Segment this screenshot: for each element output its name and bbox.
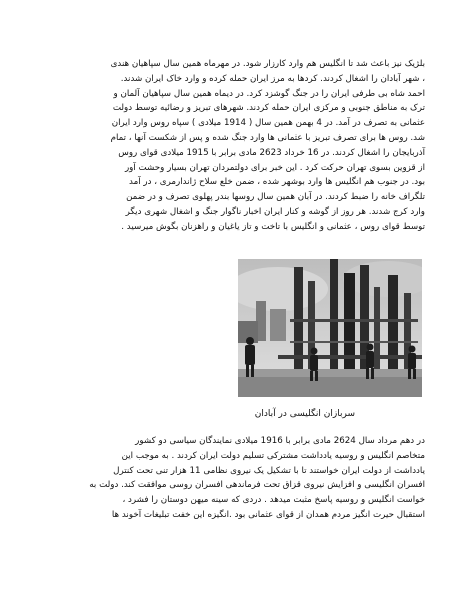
- text-line: توسط قوای روس ، عثمانی و انگلیس با تاخت و تاز یاغیان و راهزنان بگوش میرسید .: [121, 221, 425, 232]
- paragraph-2: [36, 434, 425, 523]
- text-line: خواست انگلیس و روسیه پاسخ مثبت میدهد . دردی که سینه میهن دوستان را فشرد ،: [122, 495, 425, 506]
- text-line: ، شهر آبادان را اشغال کردند. کردها به مرز ایران حمله کرده و وارد خاک ایران شدند.: [120, 73, 425, 84]
- text-line: شد. روس ها برای تصرف تبریز با عثمانی ها وارد جنگ شده و پس از شکست آنها ، تمام: [110, 132, 425, 143]
- text-line: استقبال حیرت انگیز مردم همدان از قوای عثمانی بود .انگیزه این خفت تبلیغات آخوند ها: [111, 509, 425, 520]
- text-line: وارد کرج شدند. هر روز از گوشه و کنار ایران اخبار ناگوار جنگ و اشغال شهری دیگر: [125, 206, 425, 217]
- text-line: یادداشت از دولت ایران خواستند تا با تشکیل یک نیروی نظامی 11 هزار تنی تحت کنترل: [113, 465, 425, 476]
- paragraph-1: [36, 57, 425, 235]
- text-line: از قزوین بسوی تهران حرکت کرد . این خبر برای دولتمردان تهران بسیار وحشت آور: [124, 162, 425, 173]
- text-line: متخاصم انگلیس و روسیه یادداشت مشترکی تسلیم دولت ایران کردند . به موجب این: [121, 450, 425, 461]
- photo-caption: سربازان انگلیسی در آبادان: [254, 409, 355, 419]
- text-line: افسران انگلیسی و افزایش نیروی قزاق تحت فرماندهی افسران روسی موافقت کند. دولت به: [89, 480, 425, 491]
- text-line: در دهم مرداد سال 2624 مادی برابر با 1916 میلادی نمایندگان سیاسی دو کشور: [135, 436, 425, 446]
- text-line: آذربایجان را اشغال کردند. در 16 خرداد 2623 مادی برابر با 1915 میلادی قوای روس: [118, 147, 425, 158]
- text-line: ترک به مناطق جنوبی و مرکزی ایران حمله کردند. شهرهای تبریز و رضائیه توسط دولت: [112, 103, 425, 114]
- text-line: بود. در جنوب هم انگلیس ها وارد بوشهر شده ، ضمن خلع سلاح ژاندارمری ، در آمد: [129, 177, 425, 188]
- historical-photo: [238, 259, 422, 397]
- text-line: عثمانی به تصرف در آمد. در 4 بهمن همین سال ( 1914 میلادی ) سپاه روس وارد ایران: [111, 118, 425, 129]
- text-line: احمد شاه بی طرفی ایران را در جنگ گوشزد کرد. در دیماه همین سال سپاهیان آلمان و: [113, 88, 425, 99]
- text-line: بلژیک نیز باعث شد تا انگلیس هم وارد کارزار شود. در مهرماه همین سال سپاهیان هندی: [110, 59, 425, 69]
- text-line: تلگراف خانه را ضبط کردند. در آبان همین سال روسها بندر پهلوی تصرف و در ضمن: [126, 192, 425, 203]
